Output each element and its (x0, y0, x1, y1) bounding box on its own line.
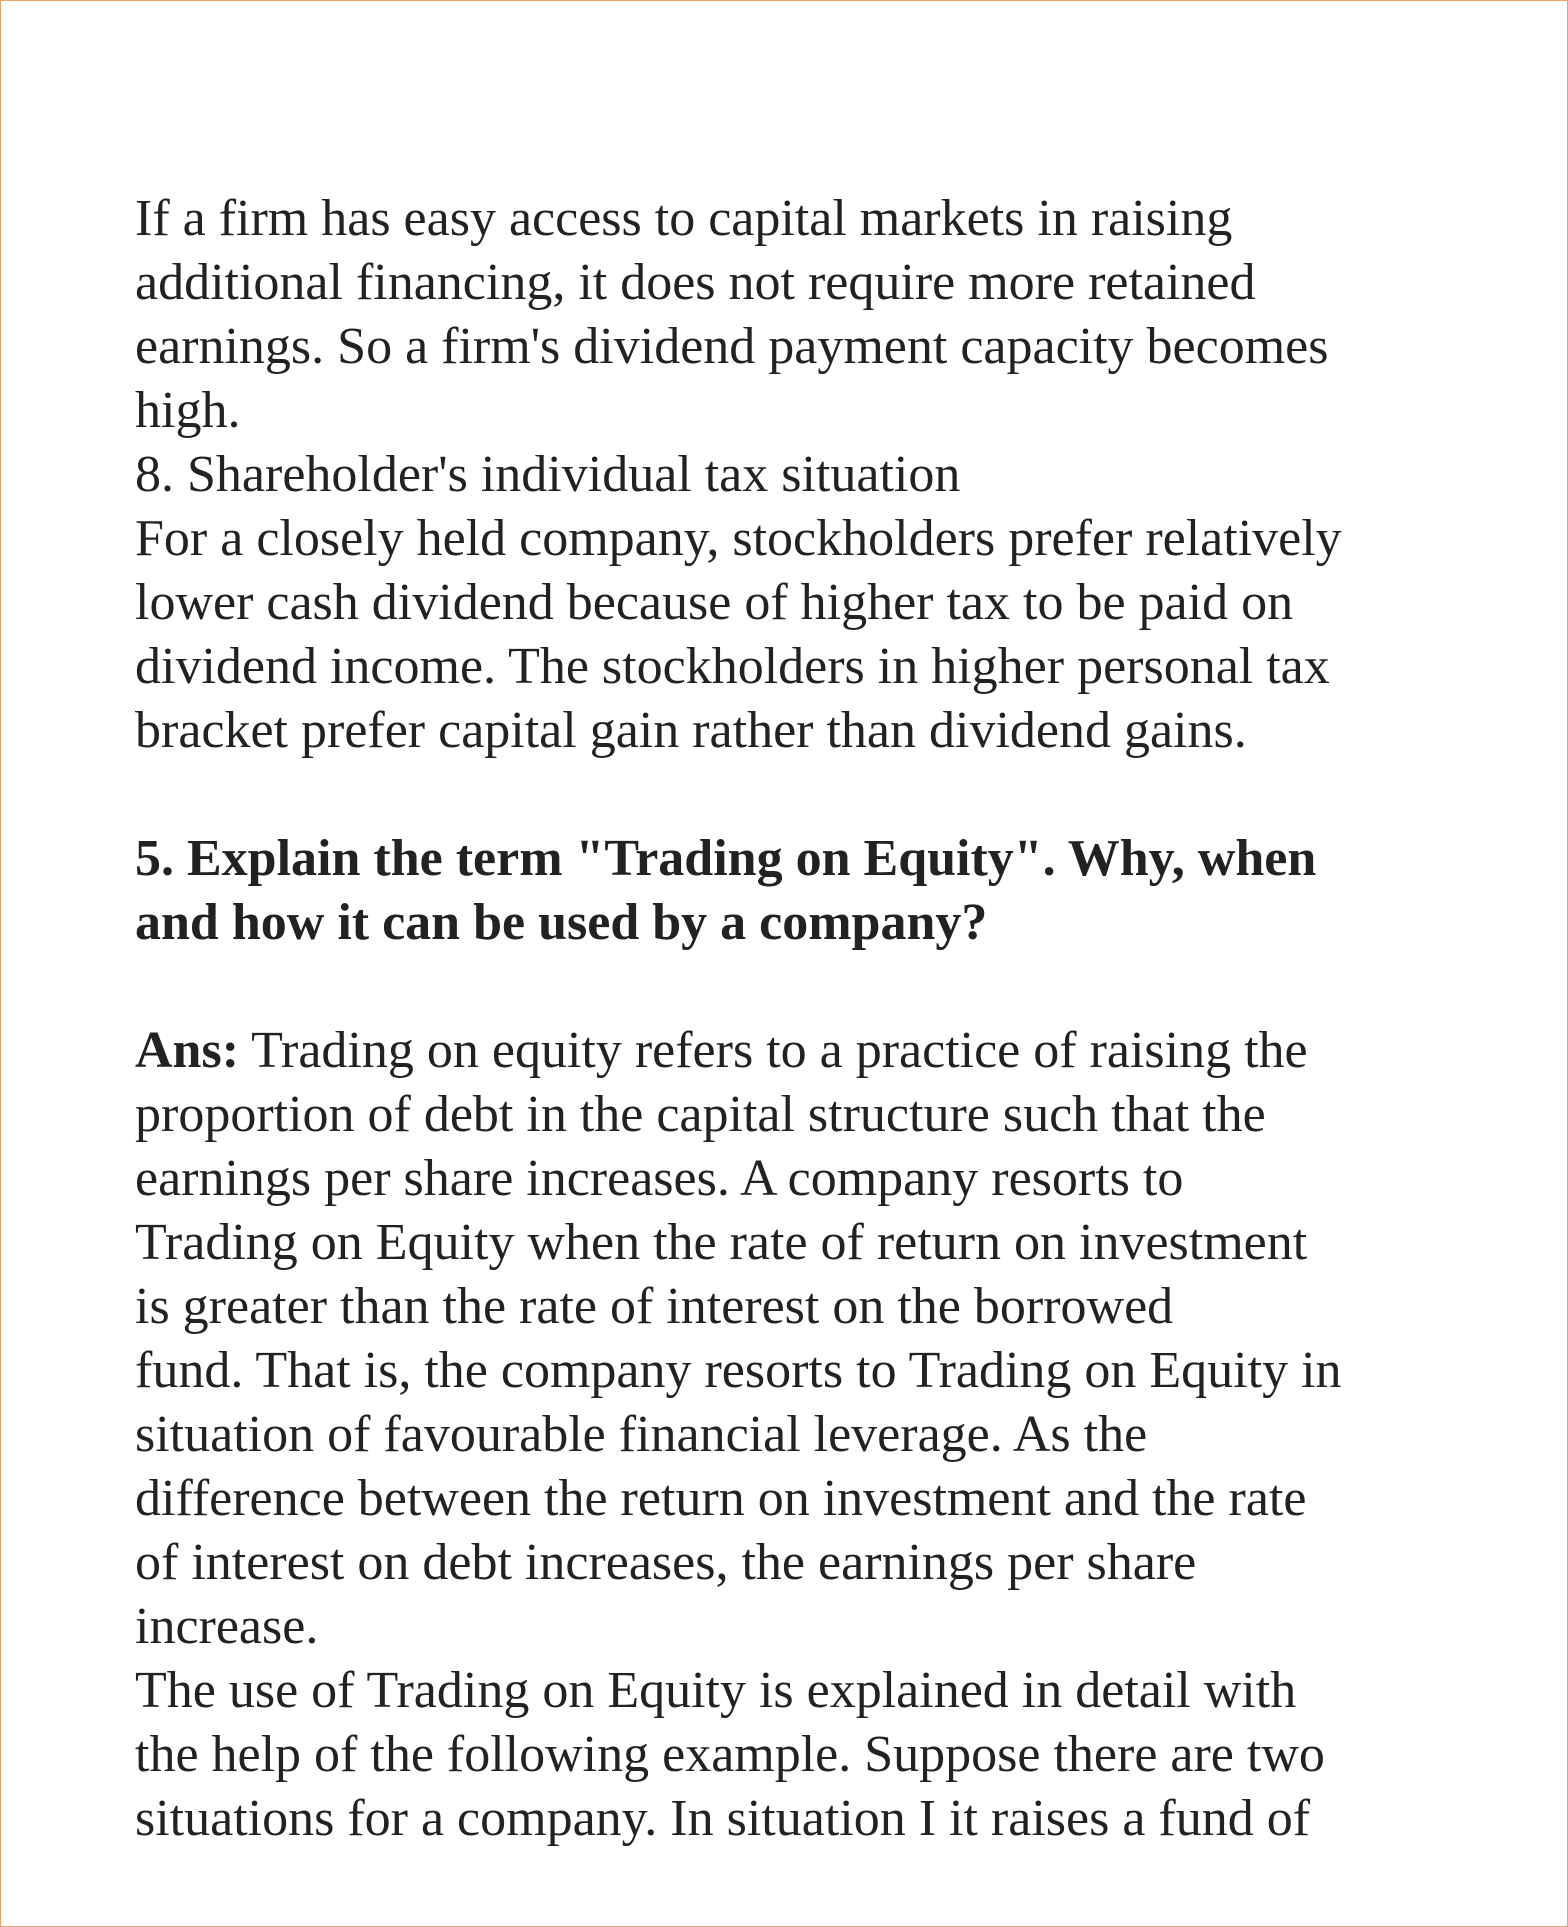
spacer (135, 955, 1545, 1019)
text-line: proportion of debt in the capital structure such that the (135, 1086, 1266, 1143)
section-8-heading: 8. Shareholder's individual tax situation (135, 446, 961, 503)
text-line: the help of the following example. Suppose there are two (135, 1726, 1325, 1783)
text-line: high. (135, 382, 241, 439)
text-line: bracket prefer capital gain rather than dividend gains. (135, 702, 1247, 759)
answer-first-line (135, 1019, 1545, 1083)
text-line: dividend income. The stockholders in higher personal tax (135, 638, 1330, 695)
text-line: The use of Trading on Equity is explained in detail with (135, 1662, 1297, 1719)
page-content (135, 187, 1545, 1851)
paragraph-example (135, 1659, 1545, 1851)
question-line: and how it can be used by a company? (135, 894, 988, 951)
paragraph-capital-markets (135, 187, 1545, 443)
text-line: additional financing, it does not require more retained (135, 254, 1256, 311)
text-line: For a closely held company, stockholders prefer relatively (135, 510, 1342, 567)
text-line: lower cash dividend because of higher tax to be paid on (135, 574, 1294, 631)
answer-first-line-text: Trading on equity refers to a practice of raising the (239, 1022, 1308, 1079)
text-line: increase. (135, 1598, 319, 1655)
text-line: situations for a company. In situation I it raises a fund of (135, 1790, 1311, 1847)
text-line: fund. That is, the company resorts to Trading on Equity in (135, 1342, 1342, 1399)
text-line: earnings. So a firm's dividend payment capacity becomes (135, 318, 1329, 375)
question-5-heading (135, 827, 1545, 955)
paragraph-tax-situation (135, 507, 1545, 763)
text-line: is greater than the rate of interest on the borrowed (135, 1278, 1174, 1335)
text-line: difference between the return on investment and the rate (135, 1470, 1307, 1527)
question-line: 5. Explain the term "Trading on Equity". Why, when (135, 830, 1317, 887)
text-line: earnings per share increases. A company resorts to (135, 1150, 1184, 1207)
text-line: of interest on debt increases, the earnings per share (135, 1534, 1197, 1591)
answer-label: Ans: (135, 1022, 240, 1079)
text-line: situation of favourable financial leverage. As the (135, 1406, 1148, 1463)
spacer (135, 763, 1545, 827)
text-line: If a firm has easy access to capital markets in raising (135, 190, 1233, 247)
answer-paragraph (135, 1019, 1545, 1659)
text-line: Trading on Equity when the rate of return on investment (135, 1214, 1308, 1271)
